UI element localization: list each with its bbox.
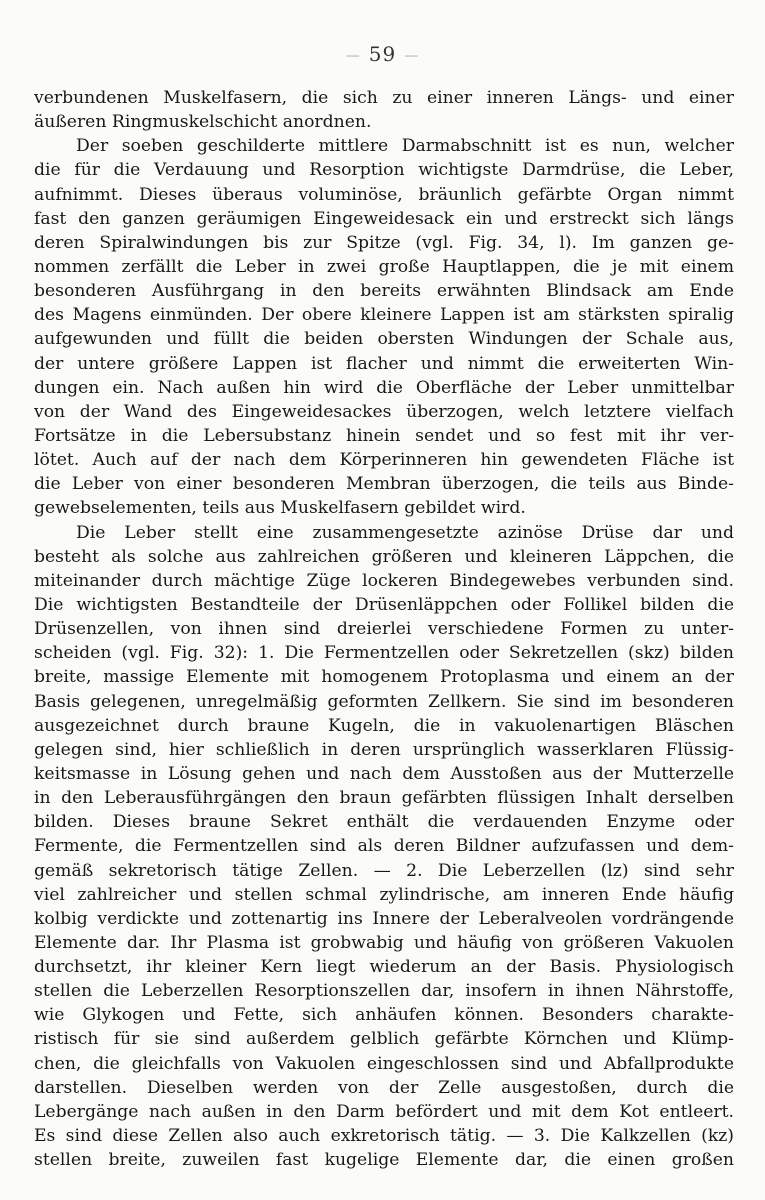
text-line: kolbig verdickte und zottenartig ins Innere der Leberalveolen vordrängende	[34, 908, 734, 929]
body-text	[34, 86, 734, 1172]
text-line: besteht als solche aus zahlreichen größeren und kleineren Läppchen, die	[34, 546, 734, 567]
page-number-value: 59	[368, 42, 397, 66]
text-line: des Magens einmünden. Der obere kleinere Lappen ist am stärksten spiralig	[34, 305, 734, 326]
text-line: darstellen. Dieselben werden von der Zelle ausgestoßen, durch die	[34, 1077, 734, 1098]
text-line: nommen zerfällt die Leber in zwei große Hauptlappen, die je mit einem	[34, 256, 734, 277]
text-line: besonderen Ausführgang in den bereits erwähnten Blindsack am Ende	[34, 281, 734, 302]
text-line: aufgewunden und füllt die beiden obersten Windungen der Schale aus,	[34, 329, 734, 350]
text-line: der untere größere Lappen ist flacher und nimmt die erweiterten Win-	[34, 353, 734, 374]
text-line: Die Leber stellt eine zusammengesetzte azinöse Drüse dar und	[76, 522, 734, 543]
text-line: viel zahlreicher und stellen schmal zylindrische, am inneren Ende häufig	[34, 884, 734, 905]
text-line: stellen breite, zuweilen fast kugelige Elemente dar, die einen großen	[34, 1150, 734, 1171]
text-line: die für die Verdauung und Resorption wichtigste Darmdrüse, die Leber,	[34, 160, 734, 181]
page-number	[0, 42, 765, 66]
text-line: wie Glykogen und Fette, sich anhäufen können. Besonders charakte-	[34, 1005, 734, 1026]
folio-dash-left: —	[345, 47, 361, 64]
text-line: stellen die Leberzellen Resorptionszellen dar, insofern in ihnen Nährstoffe,	[34, 981, 734, 1002]
text-line: breite, massige Elemente mit homogenem Protoplasma und einem an der	[34, 667, 734, 688]
text-line: dungen ein. Nach außen hin wird die Oberfläche der Leber unmittelbar	[34, 377, 734, 398]
text-line: fast den ganzen geräumigen Eingeweidesack ein und erstreckt sich längs	[34, 208, 734, 229]
text-line: Es sind diese Zellen also auch exkretorisch tätig. — 3. Die Kalkzellen (kz)	[34, 1126, 734, 1147]
text-line: Lebergänge nach außen in den Darm befördert und mit dem Kot entleert.	[34, 1101, 734, 1122]
text-line: von der Wand des Eingeweidesackes überzogen, welch letztere vielfach	[34, 401, 734, 422]
text-line: bilden. Dieses braune Sekret enthält die verdauenden Enzyme oder	[34, 812, 734, 833]
text-line: chen, die gleichfalls von Vakuolen eingeschlossen sind und Abfallprodukte	[34, 1053, 734, 1074]
text-line: gewebselementen, teils aus Muskelfasern gebildet wird.	[34, 498, 526, 519]
text-line: gemäß sekretorisch tätige Zellen. — 2. Die Leberzellen (lz) sind sehr	[34, 860, 734, 881]
text-line: Drüsenzellen, von ihnen sind dreierlei verschiedene Formen zu unter-	[34, 619, 734, 640]
text-line: Fermente, die Fermentzellen sind als deren Bildner aufzufassen und dem-	[34, 836, 734, 857]
text-line: Fortsätze in die Lebersubstanz hinein sendet und so fest mit ihr ver-	[34, 425, 734, 446]
text-line: lötet. Auch auf der nach dem Körperinneren hin gewendeten Fläche ist	[34, 450, 734, 471]
text-line: gelegen sind, hier schließlich in deren ursprünglich wasserklaren Flüssig-	[34, 739, 734, 760]
text-line: verbundenen Muskelfasern, die sich zu einer inneren Längs- und einer	[34, 88, 734, 108]
text-line: Der soeben geschilderte mittlere Darmabschnitt ist es nun, welcher	[76, 136, 734, 157]
text-line: äußeren Ringmuskelschicht anordnen.	[34, 112, 372, 133]
folio-dash-right: —	[404, 47, 420, 64]
text-line: Die wichtigsten Bestandteile der Drüsenläppchen oder Follikel bilden die	[34, 594, 734, 615]
text-line: Basis gelegenen, unregelmäßig geformten Zellkern. Sie sind im besonderen	[34, 691, 734, 712]
text-line: aufnimmt. Dieses überaus voluminöse, bräunlich gefärbte Organ nimmt	[34, 184, 734, 205]
text-line: miteinander durch mächtige Züge lockeren Bindegewebes verbunden sind.	[34, 570, 734, 591]
text-line: die Leber von einer besonderen Membran überzogen, die teils aus Binde-	[34, 474, 734, 495]
text-line: keitsmasse in Lösung gehen und nach dem Ausstoßen aus der Mutterzelle	[34, 763, 734, 784]
text-line: scheiden (vgl. Fig. 32): 1. Die Fermentzellen oder Sekretzellen (skz) bilden	[34, 643, 734, 664]
text-line: Elemente dar. Ihr Plasma ist grobwabig und häufig von größeren Vakuolen	[34, 932, 734, 953]
text-line: durchsetzt, ihr kleiner Kern liegt wiederum an der Basis. Physiologisch	[34, 957, 734, 978]
text-line: in den Leberausführgängen den braun gefärbten flüssigen Inhalt derselben	[34, 788, 734, 809]
text-line: ristisch für sie sind außerdem gelblich gefärbte Körnchen und Klümp-	[34, 1029, 734, 1050]
text-line: ausgezeichnet durch braune Kugeln, die in vakuolenartigen Bläschen	[34, 715, 734, 736]
text-line: deren Spiralwindungen bis zur Spitze (vgl. Fig. 34, l). Im ganzen ge-	[34, 232, 734, 253]
